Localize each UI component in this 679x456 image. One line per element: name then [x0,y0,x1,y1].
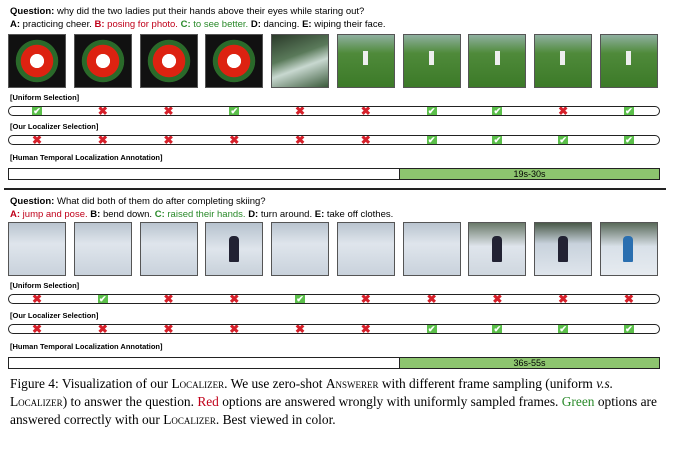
cross-icon: ✖ [229,322,240,336]
check-icon: ✔ [493,106,502,117]
caption-text: with different frame sampling (uniform [378,376,597,391]
option-key: A: [10,19,23,30]
cross-icon: ✖ [360,133,371,147]
option-5 [315,209,394,220]
cross-icon: ✖ [295,133,306,147]
uniform-label-2: [Uniform Selection] [10,281,80,290]
video-frame [140,222,198,276]
option-1 [10,209,90,220]
interval-fill-2: 36s-55s [399,358,659,368]
question-1 [10,6,364,18]
option-key: B: [90,209,103,220]
option-5 [302,19,385,30]
option-text: wiping their face. [314,19,386,30]
cross-icon: ✖ [31,292,43,306]
person-figure [560,51,565,65]
uniform-bar-2 [8,294,660,304]
video-frame [468,34,526,88]
option-key: B: [94,19,108,30]
interval-bar-1 [8,168,660,180]
frame-strip-2 [8,222,658,278]
caption-green-word: Green [561,394,595,409]
check-icon: ✔ [625,324,633,335]
person-figure [623,236,633,262]
uniform-bar-1 [8,106,660,116]
video-frame [468,222,526,276]
caption-localizer: Localizer [10,394,63,409]
video-frame [74,222,132,276]
option-text: jump and pose. [22,209,91,220]
cross-icon: ✖ [31,322,43,336]
cross-icon: ✖ [163,322,174,336]
cross-icon: ✖ [558,104,569,118]
cross-icon: ✖ [558,292,569,306]
cross-icon: ✖ [295,104,306,118]
option-3 [181,19,251,30]
cross-icon: ✖ [163,133,174,147]
person-figure [626,51,631,65]
cross-icon: ✖ [97,322,108,336]
cross-icon: ✖ [360,292,371,306]
cross-icon: ✖ [492,292,503,306]
person-figure [492,236,502,262]
option-text: turn around. [260,209,315,220]
video-frame [403,34,461,88]
option-2 [95,19,181,30]
cross-icon: ✖ [426,292,437,306]
cross-icon: ✖ [229,292,240,306]
interval-fill-1: 19s-30s [399,169,659,179]
video-frame [337,34,395,88]
option-key: E: [302,19,315,30]
caption-localizer: Localizer [163,412,216,427]
caption-text: options are answered correctly with our [10,394,657,427]
option-text: posing for photo. [107,19,181,30]
option-text: bend down. [102,209,155,220]
video-frame [271,34,329,88]
check-icon: ✔ [559,324,567,335]
question-2 [10,196,266,208]
check-icon: ✔ [98,294,107,305]
check-icon: ✔ [625,135,633,146]
option-key: E: [314,209,327,220]
video-frame [600,222,658,276]
option-text: take off clothes. [326,209,394,220]
video-frame [337,222,395,276]
video-frame [8,222,66,276]
question-2-label: Question: [10,196,55,207]
cross-icon: ✖ [163,292,174,306]
check-icon: ✔ [427,324,436,335]
option-key: D: [250,19,264,30]
option-4 [251,19,302,30]
video-frame [140,34,198,88]
check-icon: ✔ [230,106,239,117]
option-key: D: [248,209,261,220]
video-frame [74,34,132,88]
localizer-bar-1 [8,135,660,145]
panel-divider [4,188,666,190]
video-frame [271,222,329,276]
question-2-text: What did both of them do after completing skiing? [56,196,266,207]
option-key: C: [180,19,194,30]
localizer-label-1: [Our Localizer Selection] [10,122,99,131]
options-2 [10,209,393,221]
question-1-label: Question: [10,6,55,17]
caption-answerer: Answerer [325,376,379,391]
person-figure [495,51,500,65]
human-label-1: [Human Temporal Localization Annotation] [10,153,163,162]
cross-icon: ✖ [31,133,43,147]
option-text: raised their hands. [167,209,249,220]
option-4 [248,209,315,220]
option-text: dancing. [263,19,303,30]
caption-text: ) to answer the question. [62,394,198,409]
caption-prefix: Figure 4: Visualization of our [10,376,172,391]
figure-caption [10,375,670,429]
check-icon: ✔ [33,106,41,117]
interval-bar-2 [8,357,660,369]
video-frame [205,222,263,276]
options-1 [10,19,386,31]
caption-vs: v.s. [596,376,614,391]
check-icon: ✔ [493,324,502,335]
human-label-2: [Human Temporal Localization Annotation] [10,342,163,351]
video-frame [8,34,66,88]
localizer-label-2: [Our Localizer Selection] [10,311,99,320]
video-frame [403,222,461,276]
option-2 [90,209,154,220]
caption-red-word: Red [197,394,219,409]
cross-icon: ✖ [360,104,371,118]
check-icon: ✔ [296,294,304,305]
cross-icon: ✖ [229,133,240,147]
option-3 [155,209,248,220]
person-figure [363,51,368,65]
option-text: practicing cheer. [22,19,95,30]
option-key: A: [10,209,23,220]
option-text: to see better. [193,19,251,30]
person-figure [558,236,568,262]
caption-text: options are answered wrongly with uniformly sampled frames. [218,394,562,409]
video-frame [534,34,592,88]
cross-icon: ✖ [295,322,306,336]
person-figure [429,51,434,65]
video-frame [534,222,592,276]
check-icon: ✔ [559,135,567,146]
cross-icon: ✖ [97,133,108,147]
caption-text: . We use zero-shot [224,376,326,391]
uniform-label-1: [Uniform Selection] [10,93,80,102]
cross-icon: ✖ [163,104,174,118]
localizer-bar-2 [8,324,660,334]
check-icon: ✔ [625,106,633,117]
video-frame [600,34,658,88]
check-icon: ✔ [493,135,502,146]
caption-localizer: Localizer [171,376,225,391]
question-1-text: why did the two ladies put their hands above their eyes while staring out? [56,6,365,17]
caption-suffix: . Best viewed in color. [215,412,336,427]
check-icon: ✔ [427,135,436,146]
frame-strip-1 [8,34,658,90]
cross-icon: ✖ [623,292,634,306]
video-frame [205,34,263,88]
cross-icon: ✖ [360,322,371,336]
check-icon: ✔ [427,106,436,117]
person-figure [229,236,239,262]
option-1 [10,19,95,30]
cross-icon: ✖ [97,104,108,118]
option-key: C: [154,209,168,220]
